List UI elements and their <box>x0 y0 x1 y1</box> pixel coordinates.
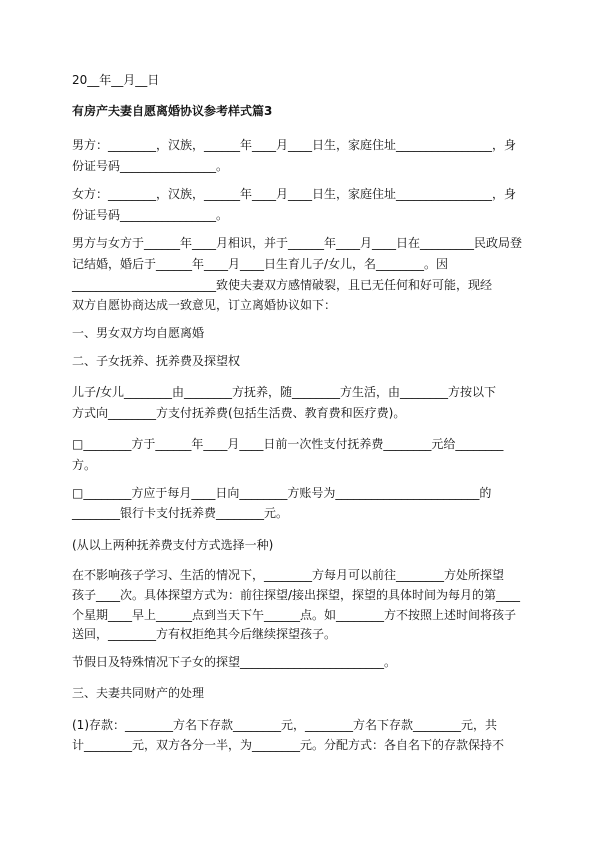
paragraph-line: 男方与女方于______年____月相识，并于______年____月____日在_________民政局登 <box>72 236 523 250</box>
paragraph-line: 方式向________方支付抚养费(包括生活费、教育费和医疗费)。 <box>72 406 406 420</box>
section-heading: 一、男女双方均自愿离婚 <box>72 326 205 340</box>
section-heading: 二、子女抚养、抚养费及探望权 <box>72 354 241 368</box>
paragraph-line: 个星期____早上______点到当天下午______点。如________方不按照上述时间将孩子 <box>72 608 517 622</box>
paragraph-line: 份证号码________________。 <box>72 208 229 222</box>
paragraph-line: □________方应于每月____日向________方账号为________________________的 <box>72 486 492 500</box>
paragraph-line: 男方：________，汉族，______年____月____日生，家庭住址________________，身 <box>72 138 517 152</box>
paragraph-line: 送回，________方有权拒绝其今后继续探望孩子。 <box>72 627 337 641</box>
paragraph-line: 在不影响孩子学习、生活的情况下，________方每月可以前往________方处所探望 <box>72 568 505 582</box>
paragraph-line: 记结婚，婚后于______年____月____日生育儿子/女儿，名________。因 <box>72 257 449 271</box>
paragraph-line: (从以上两种抚养费支付方式选择一种) <box>72 538 274 552</box>
paragraph-line: 方。 <box>72 458 97 472</box>
document-title: 有房产夫妻自愿离婚协议参考样式篇3 <box>72 104 273 118</box>
paragraph-line: ________________________致使夫妻双方感情破裂，且已无任何和好可能，现经 <box>72 278 493 292</box>
paragraph-line: 孩子____次。具体探望方式为：前往探望/接出探望，探望的具体时间为每月的第____ <box>72 588 521 602</box>
paragraph-line: 儿子/女儿________由________方抚养，随________方生活，由________方按以下 <box>72 385 497 399</box>
paragraph-line: 女方：________，汉族，______年____月____日生，家庭住址________________，身 <box>72 187 517 201</box>
paragraph-line: 双方自愿协商达成一致意见，订立离婚协议如下： <box>72 298 337 312</box>
paragraph-line: □________方于______年____月____日前一次性支付抚养费________元给________ <box>72 437 504 451</box>
paragraph-line: ________银行卡支付抚养费________元。 <box>72 506 289 520</box>
paragraph-line: 份证号码________________。 <box>72 159 229 173</box>
paragraph-line: 节假日及特殊情况下子女的探望________________________。 <box>72 655 397 669</box>
section-heading: 三、夫妻共同财产的处理 <box>72 686 205 700</box>
date-line: 20__年__月__日 <box>72 73 160 87</box>
paragraph-line: 计________元，双方各分一半，为________元。分配方式：各自名下的存款保持不 <box>72 738 505 752</box>
paragraph-line: (1)存款：________方名下存款________元，________方名下存款________元，共 <box>72 718 497 732</box>
